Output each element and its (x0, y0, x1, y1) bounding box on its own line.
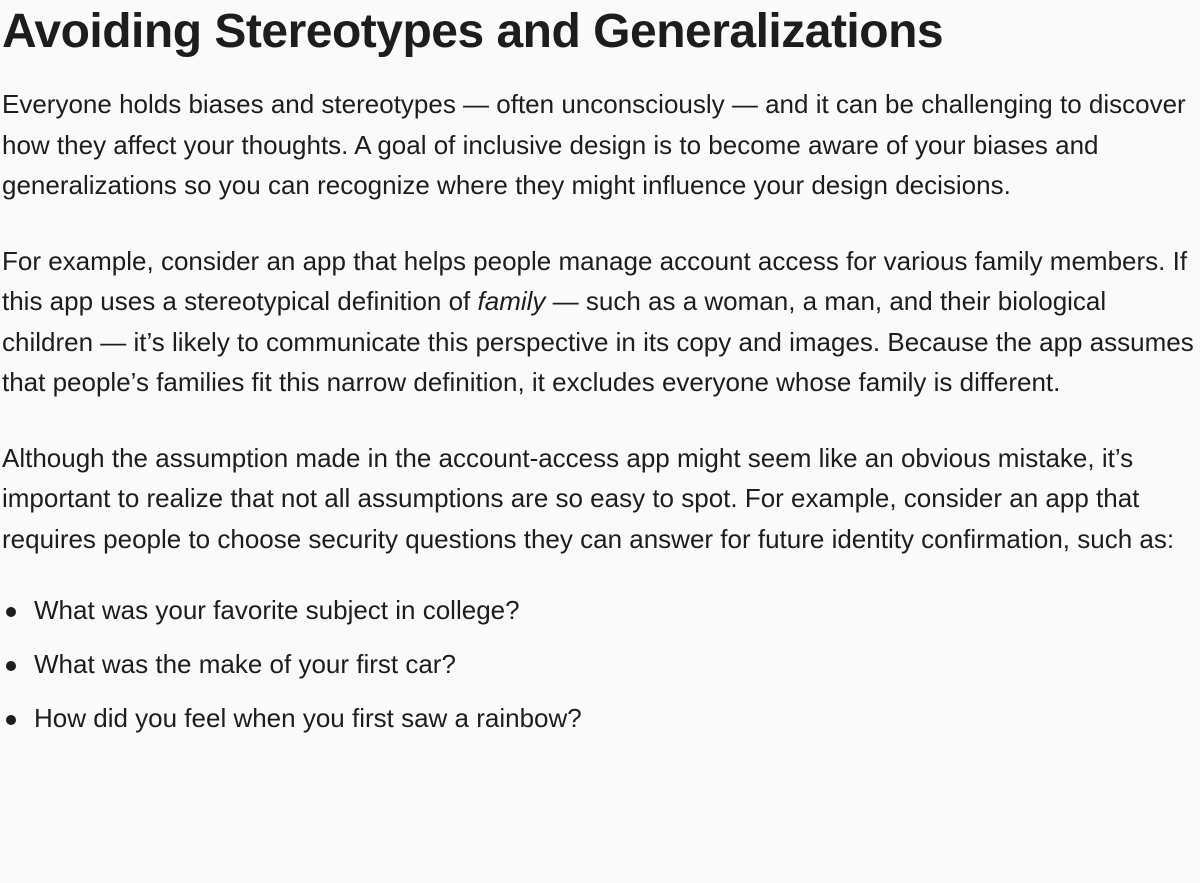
list-item-text: How did you feel when you first saw a rainbow? (34, 703, 582, 733)
bullet-icon (6, 607, 16, 617)
page-title: Avoiding Stereotypes and Generalizations (2, 5, 944, 58)
paragraph-family-text-end: — such as a woman, a man, and their biological children — it’s likely to communicate this perspective in its copy and images. Because the app assumes that people’s families fit this narrow definition, it excludes everyone whose family is different. (2, 286, 1194, 397)
list-item (2, 594, 1200, 626)
bullet-icon (6, 661, 16, 671)
paragraph-biases: Everyone holds biases and stereotypes — often unconsciously — and it can be challenging to discover how they affect your thoughts. A goal of inclusive design is to become aware of your biases and generalizations so you can recognize where they might influence your design decisions. (2, 89, 1186, 200)
paragraph-family-text-start: For example, consider an app that helps people manage account access for various family members. If this app uses a stereotypical definition of (2, 245, 1188, 316)
security-questions-list (2, 594, 1200, 734)
emphasis-family: family (477, 286, 546, 316)
paragraph-family-example (2, 241, 1200, 403)
paragraph-assumptions: Although the assumption made in the account-access app might seem like an obvious mistake, it’s important to realize that not all assumptions are so easy to spot. For example, consider an app that requires people to choose security questions they can answer for future identity confirmation, such as: (2, 442, 1175, 554)
list-item (2, 648, 1200, 680)
bullet-icon (6, 715, 16, 725)
list-item-text: What was your favorite subject in college? (34, 595, 520, 625)
list-item-text: What was the make of your first car? (34, 649, 456, 679)
list-item (2, 702, 1200, 734)
